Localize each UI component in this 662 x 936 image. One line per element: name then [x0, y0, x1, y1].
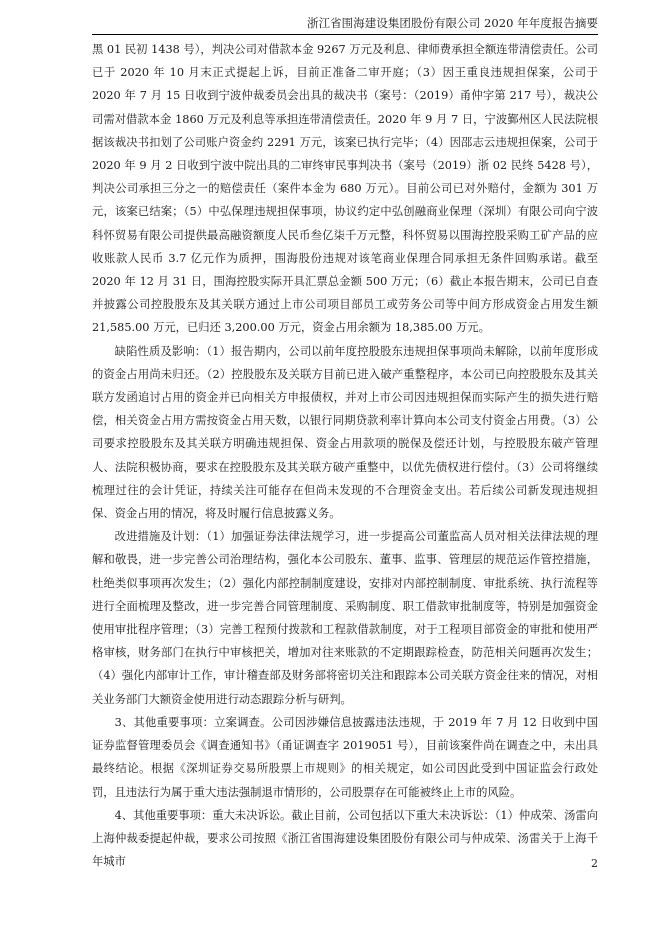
paragraph-improvement-plan: 改进措施及计划：（1）加强证券法律法规学习，进一步提高公司董监高人员对相关法律法规的理解和敬畏，进一步完善公司治理结构，强化本公司股东、董事、监事、管理层的规范运作管控措施，杜绝类似事项再次发生；（2）强化内部控制制度建设，安排对内部控制制度、审批系统、执行流程等进行全面梳理及整改，进一步完善合同管理制度、采购制度、职工借款审批制度等，特别是加强资金使用审批程序管理；（3）完善工程预付拨款和工程款借款制度，对于工程项目部资金的审批和使用严格审核，财务部门在执行中审核把关，增加对往来账款的不定期跟踪检查，防范相关问题再次发生；（4）强化内部审计工作，审计稽查部及财务部将密切关注和跟踪本公司关联方资金往来的情况，对相关业务部门大额资金使用进行动态跟踪分析与研判。 — [92, 530, 598, 706]
paragraph-defect-nature: 缺陷性质及影响：（1）报告期内，公司以前年度控股股东违规担保事项尚未解除，以前年度形成的资金占用尚未归还。（2）控股股东及关联方目前已进入破产重整程序，本公司已向控股股东及其关联方发函追讨占用的资金并已向相关方申报债权，并对上市公司因违规担保而实际产生的损失进行赔偿，相关资金占用方需按资金占用天数，以银行同期贷款利率计算向本公司支付资金占用费。（3）公司要求控股股东及其关联方明确违规担保、资金占用款项的脱保及偿还计划，与控股股东破产管理人、法院积极协商，要求在控股股东及其关联方破产重整中，以优先债权进行偿付。（3）公司将继续梳理过往的会计凭证，持续关注可能存在但尚未发现的不合理资金支出。若后续公司新发现违规担保、资金占用的情况，将及时履行信息披露义务。 — [92, 344, 598, 521]
paragraph-litigation: 4、其他重要事项：重大未决诉讼。截止目前，公司包括以下重大未决诉讼：（1）仲成荣、汤雷向上海仲裁委提起仲裁，要求公司按照《浙江省围海建设集团股份有限公司与仲成荣、汤雷关于上海千年城市 — [92, 808, 598, 869]
paragraph-investigation: 3、其他重要事项：立案调查。公司因涉嫌信息披露违法违规，于 2019 年 7 月 12 日收到中国证券监督管理委员会《调查通知书》（甬证调查字 2019051 号），目前该案件尚在调查之中，未出具最终结论。根据《深圳证券交易所股票上市规则》的相关规定，如公司因此受到中国证监会行政处罚，且违法行为属于重大违法强制退市情形的，公司股票存在可能被终止上市的风险。 — [92, 715, 598, 799]
paragraph-case-details: 黑 01 民初 1438 号），判决公司对借款本金 9267 万元及利息、律师费承担全额连带清偿责任。公司已于 2020 年 10 月末正式提起上诉，目前正准备二审开庭；（3）因王重良违规担保案，公司于 2020 年 7 月 15 日收到宁波仲裁委员会出具的裁决书（案号：（2019）甬仲字第 217 号），裁决公司需对借款本金 1860 万元及利息等承担连带清偿责任。2020 年 9 月 7 日，宁波鄞州区人民法院根据该裁决书扣划了公司账户资金约 2291 万元，该案已执行完毕；（4）因邵志云违规担保案，公司于 2020 年 9 月 2 日收到宁波中院出具的二审终审民事判决书（案号（2019）浙 02 民终 5428 号），判决公司承担三分之一的赔偿责任（案件本金为 680 万元）。目前公司已对外赔付，金额为 301 万元，该案已结案；（5）中弘保理违规担保事项，协议约定中弘创融商业保理（深圳）有限公司向宁波科怀贸易有限公司提供最高融资额度人民币叁亿柒千万元整，科怀贸易以围海控股采购工矿产品的应收账款人民币 3.7 亿元作为质押，围海股份违规对该笔商业保理合同承担无条件回购承诺。截至 2020 年 12 月 31 日，围海控股实际开具汇票总金额 500 万元；（6）截止本报告期末，公司已自查并披露公司控股股东及其关联方通过上市公司项目部员工或劳务公司等中间方形成资金占用发生额 21,585.00 万元，已归还 3,200.00 万元，资金占用余额为 18,385.00 万元。 — [92, 43, 598, 335]
header-title: 浙江省围海建设集团股份有限公司 2020 年年度报告摘要 — [307, 16, 598, 30]
document-body — [92, 38, 598, 873]
page-header — [92, 12, 598, 35]
page-number: 2 — [591, 857, 598, 870]
